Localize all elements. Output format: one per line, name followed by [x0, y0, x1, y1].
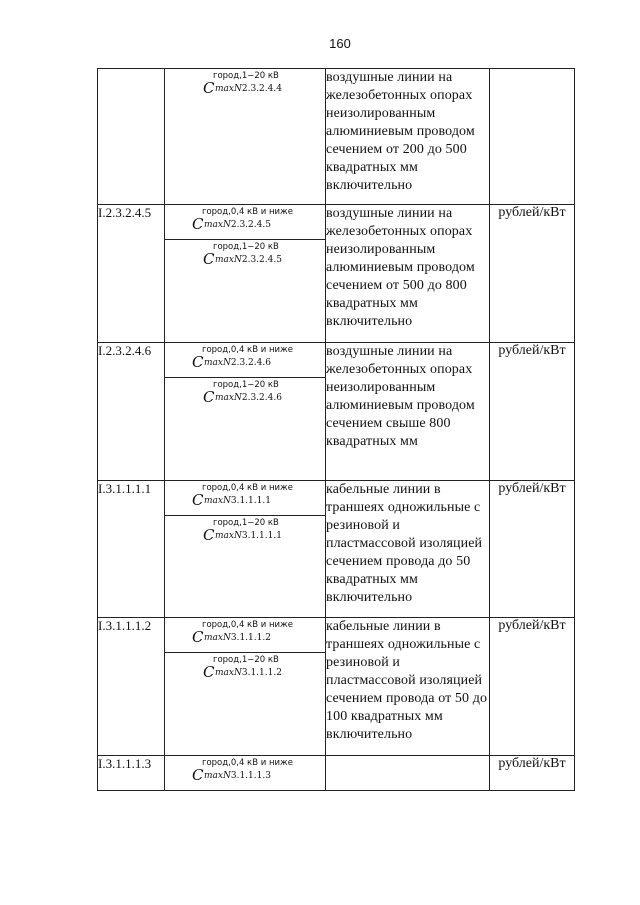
- formula-superscript: город,1−20 кВ: [213, 518, 279, 528]
- formula-subscript-var: maxN: [215, 84, 242, 94]
- formula-cell: [165, 618, 326, 756]
- formula-symbol: C: [192, 353, 204, 371]
- table-row: [98, 69, 575, 205]
- formula-symbol: C: [192, 628, 204, 646]
- formula-subscript: [215, 84, 282, 94]
- formula-symbol: C: [203, 79, 215, 97]
- formula-subscript-var: maxN: [204, 220, 231, 230]
- table-row: [98, 756, 575, 791]
- tariff-formula: [165, 756, 325, 790]
- formula-subscript-var: maxN: [204, 358, 231, 368]
- formula-cell: [165, 756, 326, 791]
- table-row: [98, 343, 575, 481]
- formula-symbol: C: [192, 215, 204, 233]
- formula-subscript: [204, 771, 271, 781]
- tariff-table: [97, 68, 575, 791]
- row-description: воздушные линии на железобетонных опорах неизолированным алюминиевым проводом сечением свыше 800 квадратных мм: [326, 343, 490, 481]
- tariff-formula: [165, 239, 325, 274]
- formula-superscript: город,1−20 кВ: [213, 242, 279, 252]
- formula-subscript-index: 2.3.2.4.5: [230, 220, 271, 230]
- row-code: [98, 69, 165, 205]
- table-row: [98, 481, 575, 618]
- row-code: I.3.1.1.1.2: [98, 618, 165, 756]
- formula-superscript: город,0,4 кВ и ниже: [202, 620, 293, 630]
- tariff-formula: [165, 205, 325, 239]
- tariff-formula: [165, 652, 325, 687]
- formula-superscript: город,0,4 кВ и ниже: [202, 207, 293, 217]
- formula-cell: [165, 481, 326, 618]
- row-description: [326, 756, 490, 791]
- row-description: воздушные линии на железобетонных опорах неизолированным алюминиевым проводом сечением от 200 до 500 квадратных мм включительно: [326, 69, 490, 205]
- formula-subscript-index: 3.1.1.1.1: [241, 531, 282, 541]
- formula-cell: [165, 69, 326, 205]
- row-description: кабельные линии в траншеях одножильные с резиновой и пластмассовой изоляцией сечением провода до 50 квадратных мм включительно: [326, 481, 490, 618]
- formula-subscript-var: maxN: [215, 255, 242, 265]
- page-number: 160: [329, 36, 351, 51]
- formula-symbol: C: [203, 388, 215, 406]
- formula-subscript-index: 3.1.1.1.2: [241, 668, 282, 678]
- row-code: I.2.3.2.4.5: [98, 205, 165, 343]
- formula-subscript-index: 3.1.1.1.3: [230, 771, 271, 781]
- formula-superscript: город,1−20 кВ: [213, 380, 279, 390]
- row-code: I.3.1.1.1.3: [98, 756, 165, 791]
- formula-subscript-var: maxN: [215, 393, 242, 403]
- formula-subscript-index: 2.3.2.4.5: [241, 255, 282, 265]
- formula-superscript: город,0,4 кВ и ниже: [202, 345, 293, 355]
- row-unit: рублей/кВт: [490, 756, 575, 791]
- formula-symbol: C: [203, 526, 215, 544]
- tariff-formula: [165, 343, 325, 377]
- table-row: [98, 205, 575, 343]
- row-unit: рублей/кВт: [490, 343, 575, 481]
- formula-subscript-var: maxN: [204, 771, 231, 781]
- row-unit: рублей/кВт: [490, 618, 575, 756]
- formula-subscript: [204, 633, 271, 643]
- formula-subscript-var: maxN: [215, 668, 242, 678]
- formula-subscript-index: 2.3.2.4.6: [241, 393, 282, 403]
- formula-subscript-index: 3.1.1.1.2: [230, 633, 271, 643]
- formula-cell: [165, 205, 326, 343]
- formula-subscript: [204, 220, 271, 230]
- formula-subscript: [204, 358, 271, 368]
- formula-subscript-var: maxN: [204, 633, 231, 643]
- formula-superscript: город,0,4 кВ и ниже: [202, 758, 293, 768]
- formula-superscript: город,0,4 кВ и ниже: [202, 483, 293, 493]
- formula-symbol: C: [192, 766, 204, 784]
- tariff-formula: [165, 618, 325, 652]
- formula-symbol: C: [203, 663, 215, 681]
- formula-subscript-var: maxN: [204, 496, 231, 506]
- formula-subscript-var: maxN: [215, 531, 242, 541]
- row-unit: рублей/кВт: [490, 481, 575, 618]
- formula-subscript: [215, 531, 282, 541]
- formula-subscript-index: 3.1.1.1.1: [230, 496, 271, 506]
- tariff-formula: [165, 515, 325, 550]
- formula-subscript: [215, 393, 282, 403]
- row-code: I.3.1.1.1.1: [98, 481, 165, 618]
- tariff-formula: [165, 69, 325, 103]
- formula-symbol: C: [192, 491, 204, 509]
- table-row: [98, 618, 575, 756]
- formula-superscript: город,1−20 кВ: [213, 71, 279, 81]
- row-unit: [490, 69, 575, 205]
- formula-superscript: город,1−20 кВ: [213, 655, 279, 665]
- row-description: кабельные линии в траншеях одножильные с резиновой и пластмассовой изоляцией сечением провода от 50 до 100 квадратных мм включительно: [326, 618, 490, 756]
- row-unit: рублей/кВт: [490, 205, 575, 343]
- row-description: воздушные линии на железобетонных опорах неизолированным алюминиевым проводом сечением от 500 до 800 квадратных мм включительно: [326, 205, 490, 343]
- formula-subscript-index: 2.3.2.4.6: [230, 358, 271, 368]
- formula-subscript: [215, 668, 282, 678]
- formula-subscript: [204, 496, 271, 506]
- formula-subscript: [215, 255, 282, 265]
- tariff-formula: [165, 481, 325, 515]
- formula-subscript-index: 2.3.2.4.4: [241, 84, 282, 94]
- formula-cell: [165, 343, 326, 481]
- formula-symbol: C: [203, 250, 215, 268]
- row-code: I.2.3.2.4.6: [98, 343, 165, 481]
- tariff-formula: [165, 377, 325, 412]
